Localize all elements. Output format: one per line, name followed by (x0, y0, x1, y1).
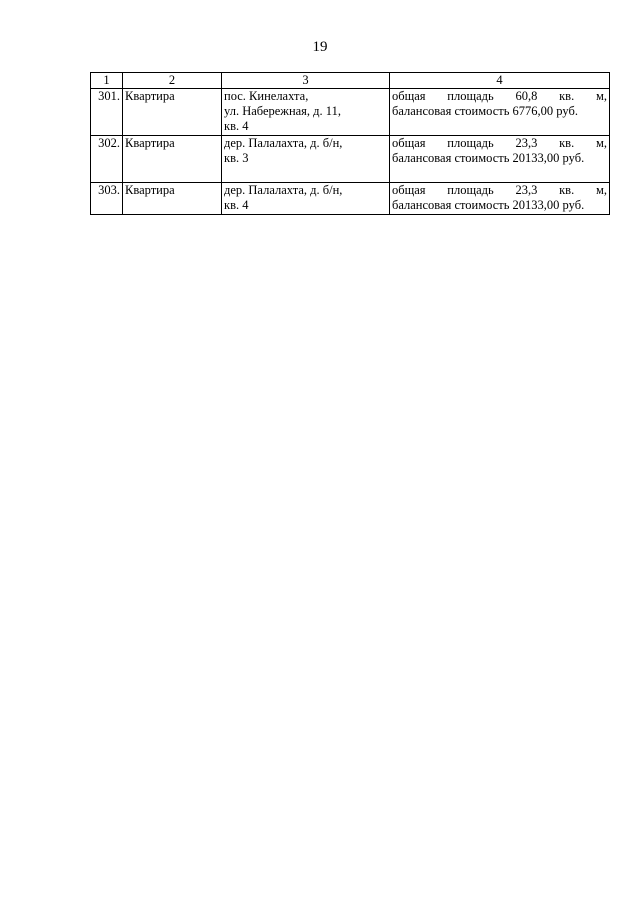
page-number: 19 (312, 39, 328, 55)
property-address (222, 183, 390, 215)
description-line: балансовая стоимость 20133,00 руб. (392, 151, 585, 165)
address-line: пос. Кинелахта, (224, 89, 309, 103)
property-type: Квартира (123, 89, 222, 136)
property-description (390, 136, 610, 183)
property-address (222, 136, 390, 183)
address-line: ул. Набережная, д. 11, (224, 104, 341, 118)
table-header-row (91, 73, 610, 89)
row-number: 302. (91, 136, 123, 183)
description-line: общая площадь 60,8 кв. м, (392, 89, 607, 103)
table-row (91, 136, 610, 183)
description-line: общая площадь 23,3 кв. м, (392, 183, 607, 197)
header-cell-2: 2 (123, 73, 222, 89)
address-line: кв. 4 (224, 198, 249, 212)
property-table (90, 72, 610, 215)
property-type: Квартира (123, 183, 222, 215)
table-row (91, 183, 610, 215)
row-number: 303. (91, 183, 123, 215)
address-line: кв. 4 (224, 119, 249, 133)
row-number: 301. (91, 89, 123, 136)
property-type: Квартира (123, 136, 222, 183)
header-cell-4: 4 (390, 73, 610, 89)
table-row (91, 89, 610, 136)
address-line: кв. 3 (224, 151, 249, 165)
description-line: балансовая стоимость 6776,00 руб. (392, 104, 578, 118)
property-description (390, 89, 610, 136)
header-cell-1: 1 (91, 73, 123, 89)
property-address (222, 89, 390, 136)
description-line: общая площадь 23,3 кв. м, (392, 136, 607, 150)
property-description (390, 183, 610, 215)
address-line: дер. Палалахта, д. б/н, (224, 183, 343, 197)
description-line: балансовая стоимость 20133,00 руб. (392, 198, 585, 212)
address-line: дер. Палалахта, д. б/н, (224, 136, 343, 150)
header-cell-3: 3 (222, 73, 390, 89)
